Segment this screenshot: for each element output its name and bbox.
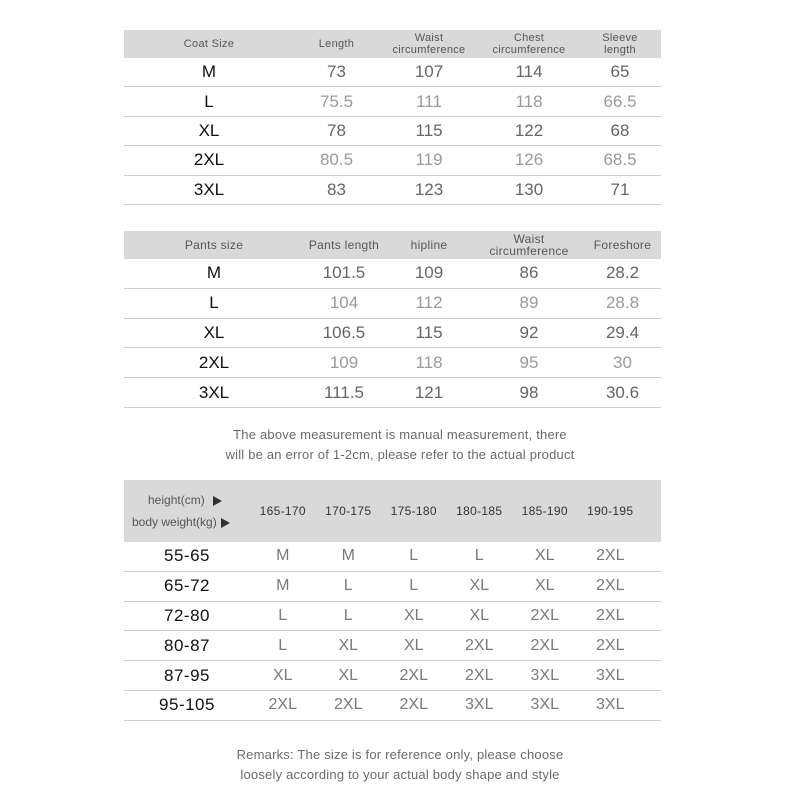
pants-value-cell: 95 [519, 352, 539, 372]
height-range-header: 175-180 [390, 504, 437, 518]
recommended-size-cell: XL [403, 606, 424, 624]
pants-row [124, 289, 661, 319]
recommended-size-cell: XL [534, 577, 555, 595]
recommended-size-cell: 2XL [465, 666, 494, 684]
pants-size-cell: 3XL [198, 382, 230, 402]
recommended-size-cell: 3XL [530, 696, 559, 714]
coat-value-cell: 68.5 [603, 150, 637, 170]
size-recommendation-table [124, 480, 661, 721]
pants-header-hipline: hipline [410, 238, 448, 252]
pants-size-cell: 2XL [198, 352, 230, 372]
recommend-row [124, 602, 661, 632]
pants-value-cell: 121 [414, 382, 444, 402]
pants-value-cell: 28.2 [605, 263, 640, 283]
remarks-note-line1: Remarks: The size is for reference only, please choose [236, 747, 564, 762]
remarks-note-line2: loosely according to your actual body shape and style [240, 767, 560, 782]
coat-value-cell: 65 [610, 62, 630, 82]
recommended-size-cell: 2XL [399, 696, 428, 714]
recommended-size-cell: 3XL [530, 666, 559, 684]
recommended-size-cell: M [276, 577, 290, 595]
pants-value-cell: 112 [415, 293, 443, 313]
pants-size-table [124, 231, 661, 408]
pants-header-foreshore: Foreshore [593, 238, 652, 252]
height-label: height(cm) [148, 493, 205, 507]
pants-value-cell: 92 [519, 322, 539, 342]
recommended-size-cell: XL [272, 666, 293, 684]
recommended-size-cell: 2XL [268, 696, 297, 714]
coat-value-cell: 68 [610, 120, 630, 140]
height-label-wrap [132, 493, 250, 507]
recommended-size-cell: XL [338, 666, 359, 684]
recommended-size-cell: 3XL [596, 696, 625, 714]
coat-row [124, 117, 661, 146]
recommended-size-cell: XL [403, 636, 424, 654]
measurement-note-line2: will be an error of 1-2cm, please refer to the actual product [225, 447, 575, 462]
pants-value-cell: 89 [519, 293, 539, 313]
pants-value-cell: 109 [414, 263, 444, 283]
coat-header-size: Coat Size [183, 38, 235, 50]
pants-size-cell: L [209, 293, 219, 313]
height-range-header: 165-170 [259, 504, 306, 518]
recommend-row [124, 542, 661, 572]
coat-row [124, 146, 661, 175]
coat-size-cell: XL [198, 120, 220, 140]
recommended-size-cell: M [276, 547, 290, 565]
recommended-size-cell: 2XL [465, 636, 494, 654]
pants-value-cell: 30.6 [605, 382, 640, 402]
pants-header-row [124, 231, 661, 259]
coat-value-cell: 83 [327, 179, 346, 199]
coat-value-cell: 114 [515, 62, 543, 82]
coat-value-cell: 118 [515, 91, 543, 111]
recommended-size-cell: 2XL [596, 577, 625, 595]
coat-size-cell: L [204, 91, 214, 111]
measurement-note [0, 425, 800, 465]
pants-row [124, 348, 661, 378]
coat-size-cell: M [201, 62, 217, 82]
weight-range-cell: 72-80 [164, 605, 210, 625]
recommended-size-cell: XL [534, 547, 555, 565]
pants-value-cell: 101.5 [322, 263, 366, 283]
pants-value-cell: 98 [519, 382, 539, 402]
coat-value-cell: 115 [415, 120, 443, 140]
coat-row [124, 176, 661, 205]
coat-header-sleeve: Sleeve length [602, 32, 638, 56]
coat-value-cell: 123 [414, 179, 444, 199]
recommended-size-cell: 3XL [596, 666, 625, 684]
weight-label-wrap [132, 515, 250, 529]
weight-range-cell: 95-105 [159, 695, 215, 715]
pants-value-cell: 30 [613, 352, 632, 372]
coat-size-cell: 3XL [193, 179, 225, 199]
coat-value-cell: 130 [514, 179, 544, 199]
remarks-note [0, 745, 800, 785]
pants-size-cell: M [206, 263, 222, 283]
pants-header-waist: Waist circumference [489, 232, 569, 258]
recommended-size-cell: XL [338, 636, 359, 654]
weight-label: body weight(kg) [132, 515, 217, 529]
pants-value-cell: 106.5 [322, 322, 366, 342]
recommended-size-cell: 2XL [399, 666, 428, 684]
recommend-row [124, 631, 661, 661]
recommended-size-cell: L [343, 606, 353, 624]
weight-range-cell: 55-65 [164, 546, 210, 566]
recommended-size-cell: 2XL [530, 636, 559, 654]
pants-value-cell: 104 [329, 293, 359, 313]
weight-range-cell: 87-95 [164, 665, 210, 685]
right-arrow-icon [213, 496, 222, 506]
coat-value-cell: 78 [327, 120, 346, 140]
pants-value-cell: 118 [415, 352, 443, 372]
weight-range-cell: 65-72 [164, 576, 210, 596]
recommend-row [124, 691, 661, 721]
coat-header-row [124, 30, 661, 58]
height-range-header: 185-190 [521, 504, 568, 518]
pants-value-cell: 28.8 [605, 293, 640, 313]
recommend-row [124, 572, 661, 602]
coat-value-cell: 73 [327, 62, 346, 82]
coat-header-chest: Chest circumference [492, 32, 566, 56]
recommended-size-cell: 2XL [596, 606, 625, 624]
height-range-header: 170-175 [325, 504, 372, 518]
recommended-size-cell: XL [469, 577, 490, 595]
recommended-size-cell: L [409, 547, 419, 565]
coat-header-length: Length [318, 38, 355, 50]
pants-value-cell: 86 [519, 263, 539, 283]
coat-value-cell: 126 [514, 150, 544, 170]
coat-header-waist: Waist circumference [392, 32, 466, 56]
recommended-size-cell: L [278, 606, 288, 624]
coat-row [124, 58, 661, 87]
recommended-size-cell: M [341, 547, 355, 565]
recommended-size-cell: 2XL [596, 636, 625, 654]
pants-size-cell: XL [203, 322, 225, 342]
coat-size-table [124, 30, 661, 205]
coat-value-cell: 119 [415, 150, 443, 170]
height-range-header: 190-195 [587, 504, 634, 518]
pants-value-cell: 115 [415, 322, 443, 342]
coat-value-cell: 111 [416, 91, 442, 111]
recommended-size-cell: 2XL [334, 696, 363, 714]
recommend-header-row [124, 480, 661, 542]
measurement-note-line1: The above measurement is manual measurement, there [233, 427, 567, 442]
recommended-size-cell: XL [469, 606, 490, 624]
recommend-header-labels [124, 493, 250, 529]
coat-value-cell: 71 [610, 179, 630, 199]
pants-row [124, 378, 661, 408]
coat-value-cell: 122 [514, 120, 544, 140]
pants-header-length: Pants length [308, 238, 380, 252]
coat-value-cell: 66.5 [603, 91, 637, 111]
recommended-size-cell: 3XL [465, 696, 494, 714]
pants-header-size: Pants size [184, 238, 244, 252]
pants-value-cell: 111.5 [323, 382, 365, 402]
right-arrow-icon [221, 518, 230, 528]
height-range-header: 180-185 [456, 504, 503, 518]
recommend-row [124, 661, 661, 691]
pants-row [124, 259, 661, 289]
coat-value-cell: 107 [414, 62, 444, 82]
coat-row [124, 87, 661, 116]
recommended-size-cell: L [278, 636, 288, 654]
recommended-size-cell: L [474, 547, 484, 565]
coat-size-cell: 2XL [193, 150, 225, 170]
pants-value-cell: 29.4 [605, 322, 640, 342]
recommended-size-cell: 2XL [530, 606, 559, 624]
pants-value-cell: 109 [329, 352, 359, 372]
weight-range-cell: 80-87 [164, 635, 210, 655]
coat-value-cell: 80.5 [319, 150, 354, 170]
recommended-size-cell: L [343, 577, 353, 595]
coat-value-cell: 75.5 [319, 91, 354, 111]
recommended-size-cell: 2XL [596, 547, 625, 565]
pants-row [124, 319, 661, 349]
recommended-size-cell: L [409, 577, 419, 595]
